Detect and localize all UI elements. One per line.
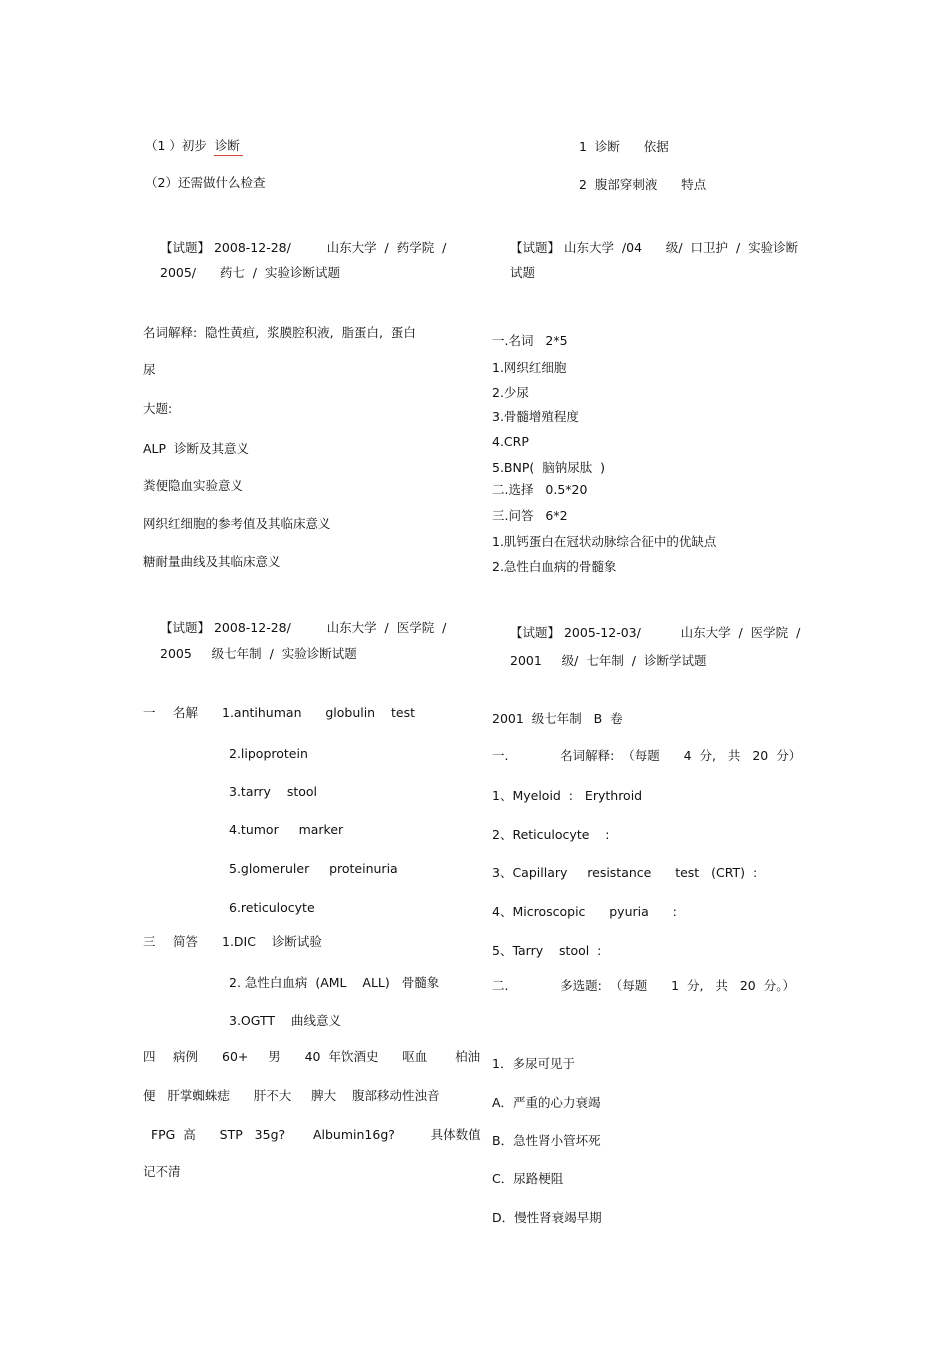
question-further-tests: （2）还需做什么检查 [145, 175, 266, 190]
case-line: 60+ 男 40 年饮酒史 呕血 柏油 [222, 1049, 481, 1064]
exam-line: 二. 多选题: （每题 1 分, 共 20 分。） [492, 978, 795, 993]
exam-header-line1: 【试题】 2008-12-28/ 山东大学 / 医学院 / [160, 620, 447, 635]
exam-line: 三.问答 6*2 [492, 508, 568, 523]
section-title: 简答 [173, 934, 199, 949]
question-diagnosis-basis: 1 诊断 依据 [579, 139, 669, 154]
short-answer-item: 1.DIC 诊断试验 [222, 934, 322, 949]
term-item: 6.reticulocyte [229, 900, 315, 915]
exam-line: 网织红细胞的参考值及其临床意义 [143, 516, 331, 531]
short-answer-item: 2. 急性白血病 (AML ALL) 骨髓象 [229, 975, 440, 990]
exam-header-line2: 2005/ 药七 / 实验诊断试题 [160, 265, 340, 280]
term-item: 4.tumor marker [229, 822, 344, 837]
exam-line: 2.急性白血病的骨髓象 [492, 559, 617, 574]
exam-header-line2: 2005 级七年制 / 实验诊断试题 [160, 646, 357, 661]
short-answer-item: 3.OGTT 曲线意义 [229, 1013, 341, 1028]
exam-line: 4、Microscopic pyuria : [492, 904, 677, 919]
exam-line: 1．多尿可见于 [492, 1056, 575, 1071]
term-item: 2.lipoprotein [229, 746, 308, 761]
exam-line: 2.少尿 [492, 385, 529, 400]
question-initial-diagnosis: （1 ）初步 诊断 [145, 138, 240, 153]
section-number: 三 [143, 934, 156, 949]
exam-line: 3.骨髓增殖程度 [492, 409, 579, 424]
exam-line: B．急性肾小管坏死 [492, 1133, 601, 1148]
exam-line: 5.BNP( 脑钠尿肽 ) [492, 460, 606, 475]
exam-line: 大题: [143, 401, 173, 416]
red-underline [214, 155, 243, 156]
term-item: 5.glomeruler proteinuria [229, 861, 398, 876]
exam-line: 一. 名词解释: （每题 4 分, 共 20 分） [492, 748, 802, 763]
term-item: 1.antihuman globulin test [222, 705, 416, 720]
section-number: 四 [143, 1049, 156, 1064]
question-ascites-features: 2 腹部穿刺液 特点 [579, 177, 707, 192]
exam-header-line2: 试题 [510, 265, 536, 280]
exam-header-line1: 【试题】 山东大学 /04 级/ 口卫护 / 实验诊断 [510, 240, 799, 255]
exam-line: 3、Capillary resistance test (CRT) : [492, 865, 758, 880]
exam-line: ALP 诊断及其意义 [143, 441, 250, 456]
exam-line: 名词解释: 隐性黄疸, 浆膜腔积液, 脂蛋白, 蛋白 [143, 325, 416, 340]
exam-header-line1: 【试题】 2008-12-28/ 山东大学 / 药学院 / [160, 240, 447, 255]
case-line: 记不清 [143, 1164, 181, 1179]
exam-line: 1、Myeloid : Erythroid [492, 788, 643, 803]
exam-line: 2、Reticulocyte : [492, 827, 610, 842]
exam-header-line2: 2001 级/ 七年制 / 诊断学试题 [510, 653, 707, 668]
exam-header-line1: 【试题】 2005-12-03/ 山东大学 / 医学院 / [510, 625, 801, 640]
exam-line: 1.网织红细胞 [492, 360, 567, 375]
section-title: 病例 [173, 1049, 199, 1064]
case-line: 便 肝掌蜘蛛痣 肝不大 脾大 腹部移动性浊音 [143, 1088, 440, 1103]
exam-line: 2001 级七年制 B 卷 [492, 711, 623, 726]
exam-line: 5、Tarry stool : [492, 943, 602, 958]
exam-line: 糖耐量曲线及其临床意义 [143, 554, 281, 569]
exam-line: 二.选择 0.5*20 [492, 482, 588, 497]
section-number: 一 [143, 705, 156, 720]
case-line: FPG 高 STP 35g? Albumin16g? 具体数值 [143, 1127, 481, 1142]
exam-line: 粪便隐血实验意义 [143, 478, 244, 493]
term-item: 3.tarry stool [229, 784, 318, 799]
exam-line: C．尿路梗阻 [492, 1171, 564, 1186]
exam-line: A．严重的心力衰竭 [492, 1095, 601, 1110]
section-title: 名解 [173, 705, 199, 720]
exam-line: 1.肌钙蛋白在冠状动脉综合征中的优缺点 [492, 534, 717, 549]
exam-line: 4.CRP [492, 434, 529, 449]
exam-line: 尿 [143, 362, 156, 377]
exam-line: D．慢性肾衰竭早期 [492, 1210, 602, 1225]
exam-line: 一.名词 2*5 [492, 333, 568, 348]
